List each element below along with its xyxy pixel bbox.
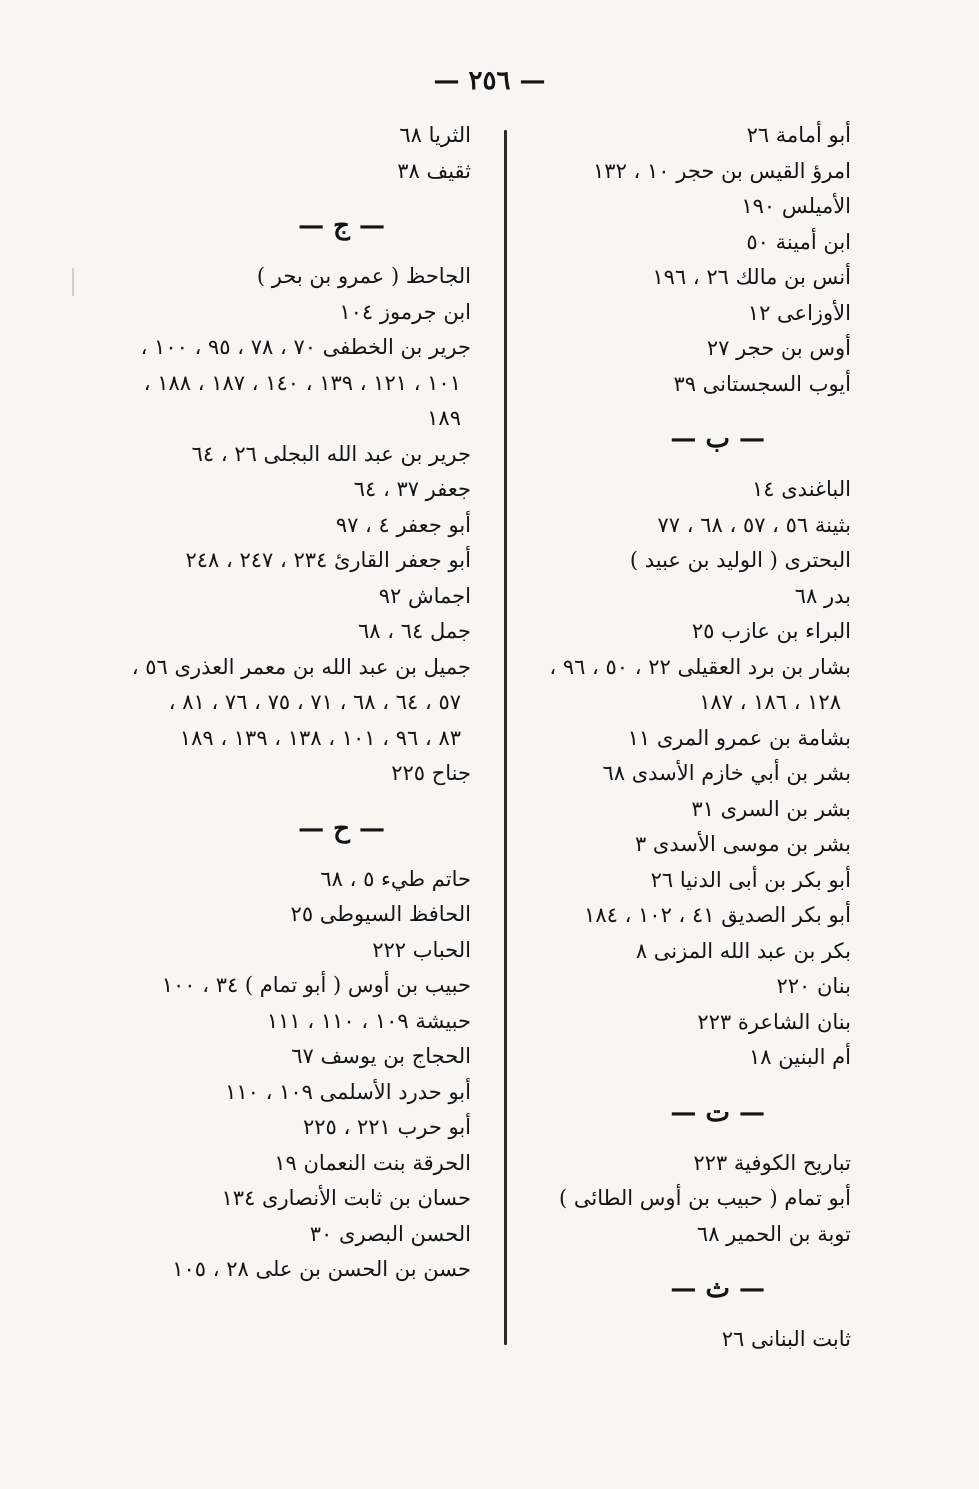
index-entry: جعفر ٣٧ ، ٦٤	[353, 477, 471, 501]
index-entry: اجماش ٩٢	[378, 583, 471, 608]
index-entry: الثريا ٦٨	[399, 123, 471, 147]
index-entry: الحجاج بن يوسف ٦٧	[291, 1044, 471, 1068]
index-entry: بشر بن أبي خازم الأسدى ٦٨	[602, 761, 851, 785]
index-entry: أبو أمامة ٢٦	[746, 123, 851, 147]
index-entry: أبو تمام ( حبيب بن أوس الطائى )	[559, 1186, 851, 1210]
index-entry: أنس بن مالك ٢٦ ، ١٩٦	[652, 265, 851, 289]
index-entry: البراء بن عازب ٢٥	[691, 619, 851, 643]
section-letter-heading: — ب —	[670, 424, 765, 454]
page-number: — ٢٥٦ —	[433, 66, 546, 96]
index-entry: الأميلس ١٩٠	[741, 194, 851, 218]
index-entry: بشامة بن عمرو المرى ١١	[627, 725, 851, 750]
index-entry: حبيب بن أوس ( أبو تمام ) ٣٤ ، ١٠٠	[161, 973, 471, 997]
index-entry-continuation: ١٢٨ ، ١٨٦ ، ١٨٧	[699, 690, 841, 714]
index-entry: الجاحظ ( عمرو بن بحر )	[256, 264, 471, 288]
index-entry-continuation: ١٨٩	[427, 406, 461, 430]
index-entry: أم البنين ١٨	[749, 1045, 851, 1069]
index-entry: الحسن البصرى ٣٠	[309, 1221, 471, 1246]
index-entry: ابن أمينة ٥٠	[746, 229, 851, 254]
index-entry: ابن جرموز ١٠٤	[339, 299, 471, 324]
index-entry: أبو بكر بن أبى الدنيا ٢٦	[650, 867, 851, 892]
index-entry: ثقيف ٣٨	[397, 158, 471, 183]
index-entry: بشر بن السرى ٣١	[691, 796, 851, 821]
index-entry-continuation: ١٠١ ، ١٢١ ، ١٣٩ ، ١٤٠ ، ١٨٧ ، ١٨٨ ،	[143, 370, 461, 395]
index-entry-continuation: ٨٣ ، ٩٦ ، ١٠١ ، ١٣٨ ، ١٣٩ ، ١٨٩	[179, 725, 461, 750]
index-entry: ثابت البنانى ٢٦	[721, 1327, 851, 1351]
index-entry: حبيشة ١٠٩ ، ١١٠ ، ١١١	[266, 1008, 471, 1033]
index-entry: بشر بن موسى الأسدى ٣	[634, 832, 851, 856]
index-entry: امرؤ القيس بن حجر ١٠ ، ١٣٢	[593, 158, 851, 183]
index-entry: أوس بن حجر ٢٧	[706, 336, 851, 360]
index-entry: تباريح الكوفية ٢٢٣	[693, 1150, 851, 1175]
index-entry: أبو جعفر القارئ ٢٣٤ ، ٢٤٧ ، ٢٤٨	[185, 548, 471, 572]
index-entry: بدر ٦٨	[794, 583, 851, 608]
index-entry: بنان الشاعرة ٢٢٣	[697, 1009, 851, 1034]
index-entry: الحباب ٢٢٢	[372, 937, 471, 962]
index-entry: حسان بن ثابت الأنصارى ١٣٤	[221, 1186, 471, 1210]
index-entry: الحافظ السيوطى ٢٥	[290, 902, 471, 926]
index-entry-continuation: ٥٧ ، ٦٤ ، ٦٨ ، ٧١ ، ٧٥ ، ٧٦ ، ٨١ ،	[168, 690, 461, 714]
index-entry: أيوب السجستانى ٣٩	[673, 371, 851, 396]
section-letter-heading: — ت —	[670, 1097, 765, 1128]
index-column-left	[71, 118, 471, 1288]
index-entry: بنان ٢٢٠	[776, 974, 851, 998]
index-entry: توبة بن الحمير ٦٨	[696, 1221, 851, 1246]
index-column-right	[511, 118, 851, 1358]
index-entry: حسن بن الحسن بن على ٢٨ ، ١٠٥	[172, 1257, 471, 1281]
index-entry: أبو حدرد الأسلمى ١٠٩ ، ١١٠	[225, 1079, 471, 1104]
section-letter-heading: — ح —	[298, 813, 385, 844]
index-entry: الأوزاعى ١٢	[747, 300, 851, 325]
index-entry: حاتم طيء ٥ ، ٦٨	[320, 866, 471, 891]
section-letter-heading: — ث —	[670, 1274, 765, 1304]
index-entry: أبو حرب ٢٢١ ، ٢٢٥	[302, 1115, 471, 1139]
index-entry: جرير بن الخطفى ٧٠ ، ٧٨ ، ٩٥ ، ١٠٠ ،	[140, 335, 471, 359]
index-entry: أبو بكر الصديق ٤١ ، ١٠٢ ، ١٨٤	[584, 903, 851, 927]
index-entry: أبو جعفر ٤ ، ٩٧	[335, 512, 471, 537]
index-entry: جميل بن عبد الله بن معمر العذرى ٥٦ ،	[131, 654, 471, 679]
index-entry: البحترى ( الوليد بن عبيد )	[629, 548, 851, 572]
index-entry: الحرقة بنت النعمان ١٩	[274, 1150, 471, 1175]
index-entry: جرير بن عبد الله البجلى ٢٦ ، ٦٤	[191, 441, 471, 466]
column-divider	[504, 130, 507, 1345]
index-entry: بثينة ٥٦ ، ٥٧ ، ٦٨ ، ٧٧	[657, 512, 851, 537]
index-entry: الباغندى ١٤	[752, 477, 851, 501]
section-letter-heading: — ج —	[298, 211, 385, 241]
index-entry: بشار بن برد العقيلى ٢٢ ، ٥٠ ، ٩٦ ،	[549, 654, 851, 679]
index-entry: بكر بن عبد الله المزنى ٨	[635, 938, 851, 963]
index-entry: جمل ٦٤ ، ٦٨	[358, 619, 471, 643]
index-entry: جناح ٢٢٥	[391, 761, 471, 785]
